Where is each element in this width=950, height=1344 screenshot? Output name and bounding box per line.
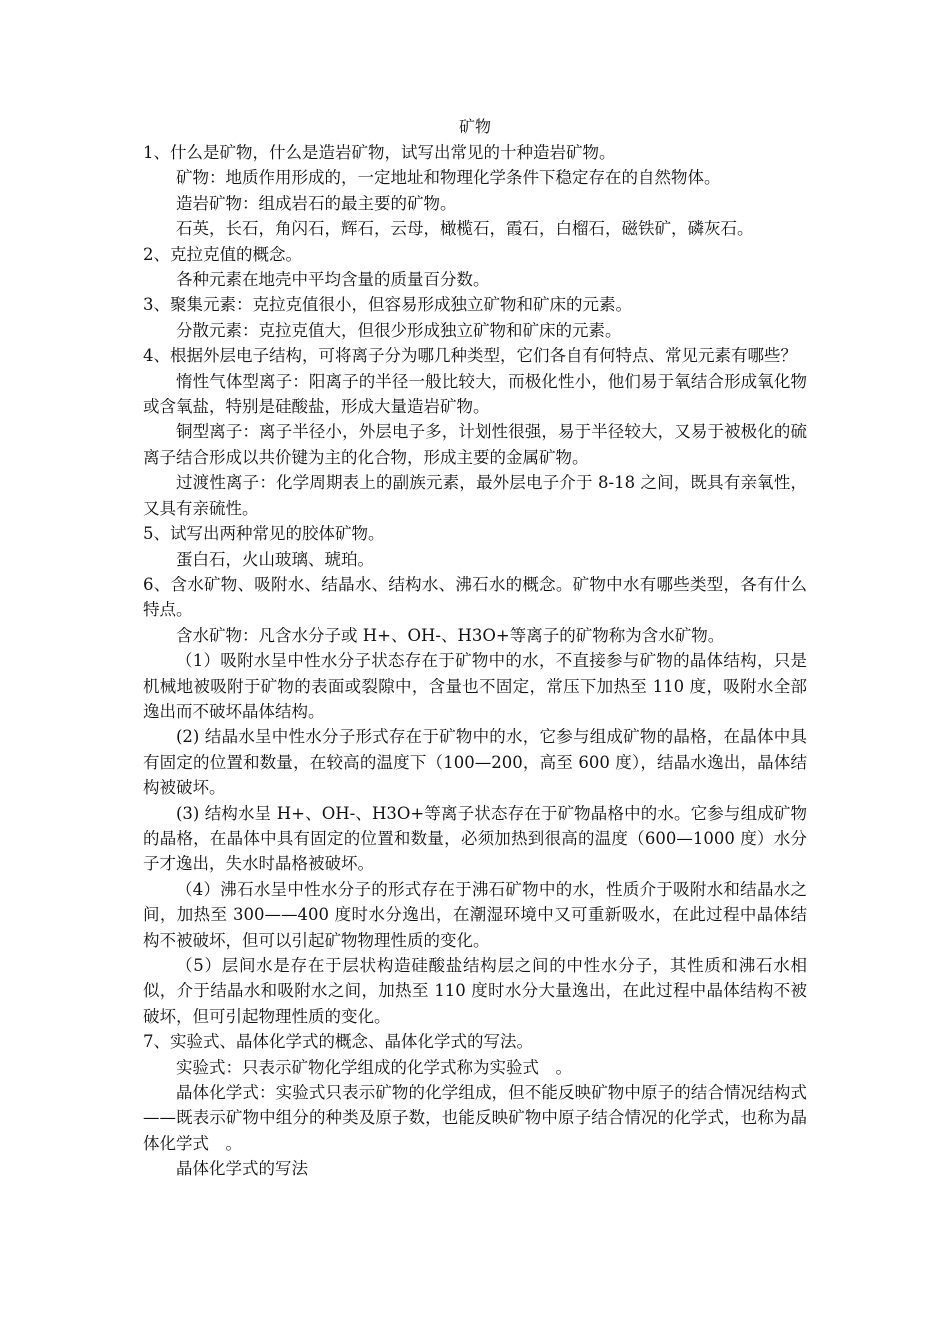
answer-paragraph: 石英，长石，角闪石，辉石，云母，橄榄石，霞石，白榴石，磁铁矿，磷灰石。 [176,219,754,239]
document-body [143,140,807,1182]
answer-paragraph: 实验式：只表示矿物化学组成的化学式称为实验式 。 [176,1057,572,1077]
answer-paragraph: 晶体化学式的写法 [176,1159,308,1179]
answer-paragraph: （5）层间水是存在于层状构造硅酸盐结构层之间的中性水分子，其性质和沸石水相似，介于结晶水和吸附水之间，加热至 110 度时水分大量逸出，在此过程中晶体结构不被破坏，但可引起物理性质的变化。 [143,956,807,1026]
answer-paragraph: （4）沸石水呈中性水分子的形式存在于沸石矿物中的水，性质介于吸附水和结晶水之间，加热至 300——400 度时水分逸出，在潮湿环境中又可重新吸水，在此过程中晶体结构不被破坏，但可以引起矿物物理性质的变化。 [143,879,807,950]
question-paragraph: 4、根据外层电子结构，可将离子分为哪几种类型，它们各自有何特点、常见元素有哪些？ [143,346,797,366]
answer-paragraph: 铜型离子：离子半径小，外层电子多，计划性很强，易于半径较大，又易于被极化的硫离子结合形成以共价键为主的化合物，形成主要的金属矿物。 [143,422,807,467]
answer-paragraph: (2) 结晶水呈中性水分子形式存在于矿物中的水，它参与组成矿物的晶格，在晶体中具有固定的位置和数量，在较高的温度下（100—200，高至 600 度），结晶水逸出，晶体结构被破坏。 [143,727,807,798]
answer-paragraph: 晶体化学式：实验式只表示矿物的化学组成，但不能反映矿物中原子的结合情况结构式——既表示矿物中组分的种类及原子数，也能反映矿物中原子结合情况的化学式，也称为晶体化学式 。 [143,1083,807,1153]
question-paragraph: 1、什么是矿物，什么是造岩矿物，试写出常见的十种造岩矿物。 [143,143,616,162]
question-paragraph: 7、实验式、晶体化学式的概念、晶体化学式的写法。 [143,1032,533,1052]
answer-paragraph: 过渡性离子：化学周期表上的副族元素，最外层电子介于 8-18 之间，既具有亲氧性，又具有亲硫性。 [143,473,807,518]
document-title: 矿物 [458,117,491,136]
answer-paragraph: (3) 结构水呈 H+、OH-、H3O+等离子状态存在于矿物晶格中的水。它参与组成矿物的晶格，在晶体中具有固定的位置和数量，必须加热到很高的温度（600—1000 度）水分子才逸出，失水时晶格被破坏。 [143,803,807,874]
question-paragraph: 5、试写出两种常见的胶体矿物。 [143,524,385,544]
answer-paragraph: （1）吸附水呈中性水分子状态存在于矿物中的水，不直接参与矿物的晶体结构，只是机械地被吸附于矿物的表面或裂隙中，含量也不固定，常压下加热至 110 度，吸附水全部逸出而不破坏晶体结构。 [143,651,807,721]
question-paragraph: 6、含水矿物、吸附水、结晶水、结构水、沸石水的概念。矿物中水有哪些类型，各有什么特点。 [143,574,807,620]
answer-paragraph: 惰性气体型离子：阳离子的半径一般比较大，而极化性小，他们易于氧结合形成氧化物或含氧盐，特别是硅酸盐，形成大量造岩矿物。 [143,371,807,417]
answer-paragraph: 造岩矿物：组成岩石的最主要的矿物。 [176,193,457,213]
answer-paragraph: 含水矿物：凡含水分子或 H+、OH-、H3O+等离子的矿物称为含水矿物。 [176,625,725,645]
answer-paragraph: 分散元素：克拉克值大，但很少形成独立矿物和矿床的元素。 [176,320,622,340]
answer-paragraph: 矿物：地质作用形成的，一定地址和物理化学条件下稳定存在的自然物体。 [176,168,721,188]
answer-paragraph: 各种元素在地壳中平均含量的质量百分数。 [176,270,490,290]
answer-paragraph: 蛋白石，火山玻璃、琥珀。 [176,549,374,569]
question-paragraph: 2、克拉克值的概念。 [143,244,302,264]
question-paragraph: 3、聚集元素：克拉克值很小，但容易形成独立矿物和矿床的元素。 [143,295,632,315]
